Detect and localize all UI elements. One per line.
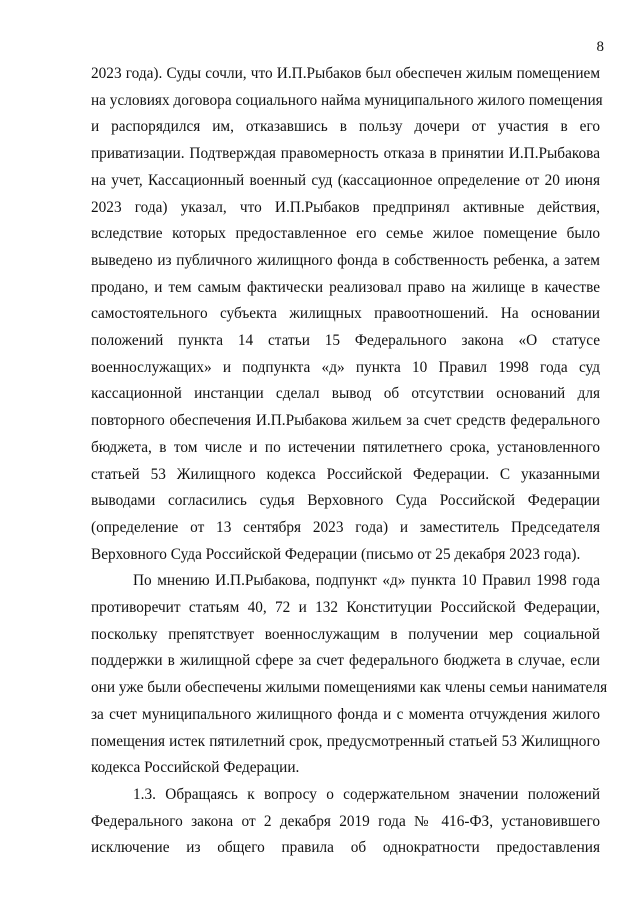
text-line: Верховного Суда Российской Федерации (письмо от 25 декабря 2023 года). bbox=[91, 545, 581, 563]
text-line: они уже были обеспечены жилыми помещениями как члены семьи нанимателя bbox=[91, 679, 608, 697]
text-line: военнослужащих» и подпункта «д» пункта 10 Правил 1998 года суд bbox=[91, 358, 600, 376]
text-line: приватизации. Подтверждая правомерность отказа в принятии И.П.Рыбакова bbox=[91, 145, 600, 163]
text-line: противоречит статьям 40, 72 и 132 Конституции Российской Федерации, bbox=[91, 599, 600, 616]
text-line: выводами согласились судья Верховного Суда Российской Федерации bbox=[91, 492, 600, 510]
text-line: 2023 года) указал, что И.П.Рыбаков предпринял активные действия, bbox=[91, 198, 600, 216]
text-line: на условиях договора социального найма муниципального жилого помещения bbox=[91, 91, 603, 109]
text-line: статьей 53 Жилищного кодекса Российской Федерации. С указанными bbox=[91, 465, 600, 483]
text-line: исключение из общего правила об однократности предоставления bbox=[91, 839, 600, 857]
text-line: выведено из публичного жилищного фонда в собственность ребенка, а затем bbox=[91, 251, 600, 269]
text-line: 2023 года). Суды сочли, что И.П.Рыбаков был обеспечен жилым помещением bbox=[91, 65, 600, 82]
text-line: По мнению И.П.Рыбакова, подпункт «д» пункта 10 Правил 1998 года bbox=[133, 572, 600, 590]
text-line: бюджета, в том числе и по истечении пятилетнего срока, установленного bbox=[91, 438, 600, 456]
text-line: за счет муниципального жилищного фонда и с момента отчуждения жилого bbox=[91, 705, 600, 723]
text-line: на учет, Кассационный военный суд (кассационное определение от 20 июня bbox=[91, 171, 600, 189]
text-line: (определение от 13 сентября 2023 года) и заместитель Председателя bbox=[91, 518, 600, 536]
text-line: самостоятельного субъекта жилищных правоотношений. На основании bbox=[91, 305, 600, 323]
text-line: поддержки в жилищной сфере за счет федерального бюджета в случае, если bbox=[91, 652, 600, 670]
text-line: кассационной инстанции сделал вывод об отсутствии оснований для bbox=[91, 385, 600, 403]
text-line: Федерального закона от 2 декабря 2019 года № 416-ФЗ, установившего bbox=[91, 812, 600, 830]
text-line: помещения истек пятилетний срок, предусмотренный статьей 53 Жилищного bbox=[91, 732, 600, 750]
text-line: повторного обеспечения И.П.Рыбакова жильем за счет средств федерального bbox=[91, 412, 600, 430]
text-line: вследствие которых предоставленное его семье жилое помещение было bbox=[91, 225, 600, 243]
text-line: положений пункта 14 статьи 15 Федерального закона «О статусе bbox=[91, 332, 600, 349]
text-line: 1.3. Обращаясь к вопросу о содержательном значении положений bbox=[133, 785, 600, 803]
text-line: поскольку препятствует военнослужащим в получении мер социальной bbox=[91, 625, 600, 643]
page-number: 8 bbox=[596, 39, 604, 55]
text-line: кодекса Российской Федерации. bbox=[91, 759, 300, 777]
text-line: и распорядился им, отказавшись в пользу дочери от участия в его bbox=[91, 118, 600, 136]
text-line: продано, и тем самым фактически реализовал право на жилище в качестве bbox=[91, 278, 600, 296]
